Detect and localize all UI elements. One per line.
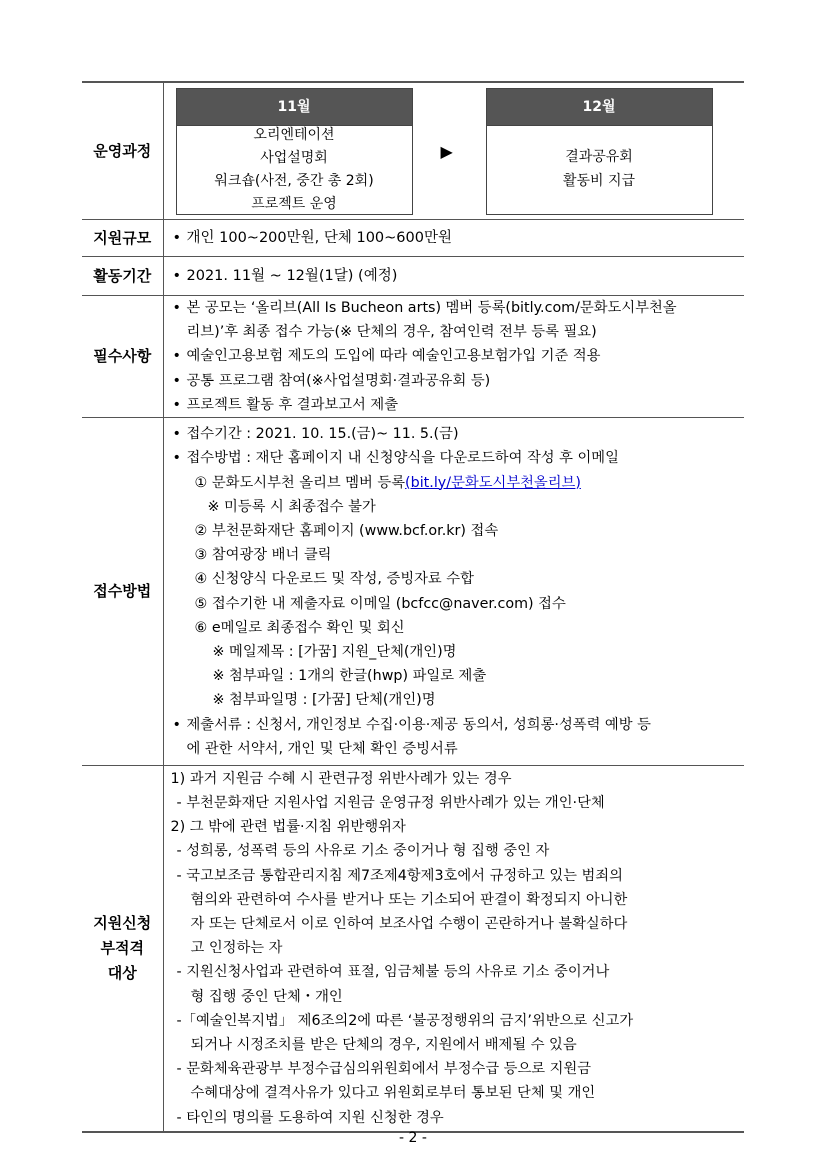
december-box [486,88,713,215]
olive-link[interactable]: (bit.ly/문화도시부천올리브) [405,474,581,491]
dec-item: 결과공유회 [565,149,633,165]
ineligible-line: 2) 그 밖에 관련 법률·지침 위반행위자 [170,819,406,836]
row-ineligible [82,766,744,1132]
period-cell [163,257,744,296]
info-table [82,81,744,1133]
required-item-cont: 리브)’후 최종 접수 가능(※ 단체의 경우, 참여인력 전부 등록 필요) [186,324,597,341]
required-cell [163,296,744,418]
december-items [487,126,712,193]
ineligible-line: - 부천문화재단 지원사업 지원금 운영규정 위반사례가 있는 개인·단체 [176,794,605,811]
label-required: 필수사항 [82,296,163,418]
method-period: • 접수기간 : 2021. 10. 15.(금)~ 11. 5.(금) [173,422,741,446]
label-method: 접수방법 [82,418,163,766]
method-docs-cont: 에 관한 서약서, 개인 및 단체 확인 증빙서류 [186,740,458,757]
ineligible-line: 1) 과거 지원금 수혜 시 관련규정 위반사례가 있는 경우 [170,770,512,787]
row-process [82,82,744,220]
scale-text: • 개인 100~200만원, 단체 100~600만원 [173,226,741,250]
ineligible-line: 자 또는 단체로서 이로 인하여 보조사업 수행이 곤란하거나 불확실하다 [190,915,628,932]
required-item: • 프로젝트 활동 후 결과보고서 제출 [173,393,741,417]
required-item: • 예술인고용보험 제도의 도입에 따라 예술인고용보험가입 기준 적용 [173,344,741,368]
ineligible-line: 되거나 시정조치를 받은 단체의 경우, 지원에서 배제될 수 있음 [190,1036,577,1053]
row-period [82,257,744,296]
label-process: 운영과정 [82,82,163,220]
label-scale: 지원규모 [82,220,163,257]
arrow-right-icon: ▶ [440,142,453,161]
method-step-5: ⑤ 접수기한 내 제출자료 이메일 (bcfcc@naver.com) 접수 [194,595,566,612]
november-items [177,124,412,216]
required-item: • 본 공모는 ‘올리브(All Is Bucheon arts) 멤버 등록(bitly.com/문화도시부천올 [173,296,741,320]
dec-item: 활동비 지급 [562,172,636,189]
nov-item: 프로젝트 운영 [251,196,337,212]
ineligible-line: 수혜대상에 결격사유가 있다고 위원회로부터 통보된 단체 및 개인 [190,1085,596,1102]
method-cell [163,418,744,766]
row-scale [82,220,744,257]
page-number: - 2 - [399,1130,427,1146]
step-1-text: ① 문화도시부천 올리브 멤버 등록 [194,474,406,491]
method-step-2: ② 부천문화재단 홈페이지 (www.bcf.or.kr) 접속 [194,522,499,539]
row-method [82,418,744,766]
nov-item: 워크숍(사전, 중간 총 2회) [214,173,374,189]
label-line: 지원신청 [93,913,152,932]
ineligible-line: - 지원신청사업과 관련하여 표절, 임금체불 등의 사유로 기소 중이거나 [176,964,610,981]
label-line: 부적격 [100,938,144,957]
method-step-1-note: ※ 미등록 시 최종접수 불가 [207,498,376,515]
december-header: 12월 [487,89,712,126]
method-step-4: ④ 신청양식 다운로드 및 작성, 증빙자료 수합 [194,571,474,588]
method-how: • 접수방법 : 재단 홈페이지 내 신청양식을 다운로드하여 작성 후 이메일 [173,446,741,470]
period-text: • 2021. 11월 ~ 12월(1달) (예정) [173,264,741,288]
ineligible-line: - 성희롱, 성폭력 등의 사유로 기소 중이거나 형 집행 중인 자 [176,843,550,860]
method-step-6: ⑥ e메일로 최종접수 확인 및 회신 [194,619,405,636]
method-step-3: ③ 참여광장 배너 클릭 [194,547,332,564]
ineligible-line: - 문화체육관광부 부정수급심의위원회에서 부정수급 등으로 지원금 [176,1061,592,1078]
row-required [82,296,744,418]
ineligible-cell [163,766,744,1132]
label-line: 대상 [107,963,137,982]
ineligible-line: - 타인의 명의를 도용하여 지원 신청한 경우 [176,1109,444,1126]
nov-item: 사업설명회 [260,150,328,166]
ineligible-line: -「예술인복지법」 제6조의2에 따른 ‘불공정행위의 금지’위반으로 신고가 [176,1012,634,1029]
method-step-1 [173,471,741,495]
process-cell [163,82,744,220]
required-item: • 공통 프로그램 참여(※사업설명회·결과공유회 등) [173,369,741,393]
method-docs: • 제출서류 : 신청서, 개인정보 수집·이용·제공 동의서, 성희롱·성폭력 예방 등 [173,713,741,737]
nov-item: 오리엔테이션 [253,127,335,143]
scale-cell [163,220,744,257]
ineligible-line: 형 집행 중인 단체・개인 [190,988,343,1005]
november-box [176,88,413,215]
ineligible-line: - 국고보조금 통합관리지침 제7조제4항제3호에서 규정하고 있는 범죄의 [176,867,623,884]
method-note-mail-title: ※ 메일제목 : [가꿈] 지원_단체(개인)명 [212,643,457,660]
november-header: 11월 [177,89,412,126]
method-note-filename: ※ 첨부파일명 : [가꿈] 단체(개인)명 [212,692,436,709]
label-period: 활동기간 [82,257,163,296]
method-note-attachment: ※ 첨부파일 : 1개의 한글(hwp) 파일로 제출 [212,668,487,685]
label-ineligible [82,766,163,1132]
ineligible-line: 고 인정하는 자 [190,940,283,957]
ineligible-line: 혐의와 관련하여 수사를 받거나 또는 기소되어 판결이 확정되지 아니한 [190,891,628,908]
